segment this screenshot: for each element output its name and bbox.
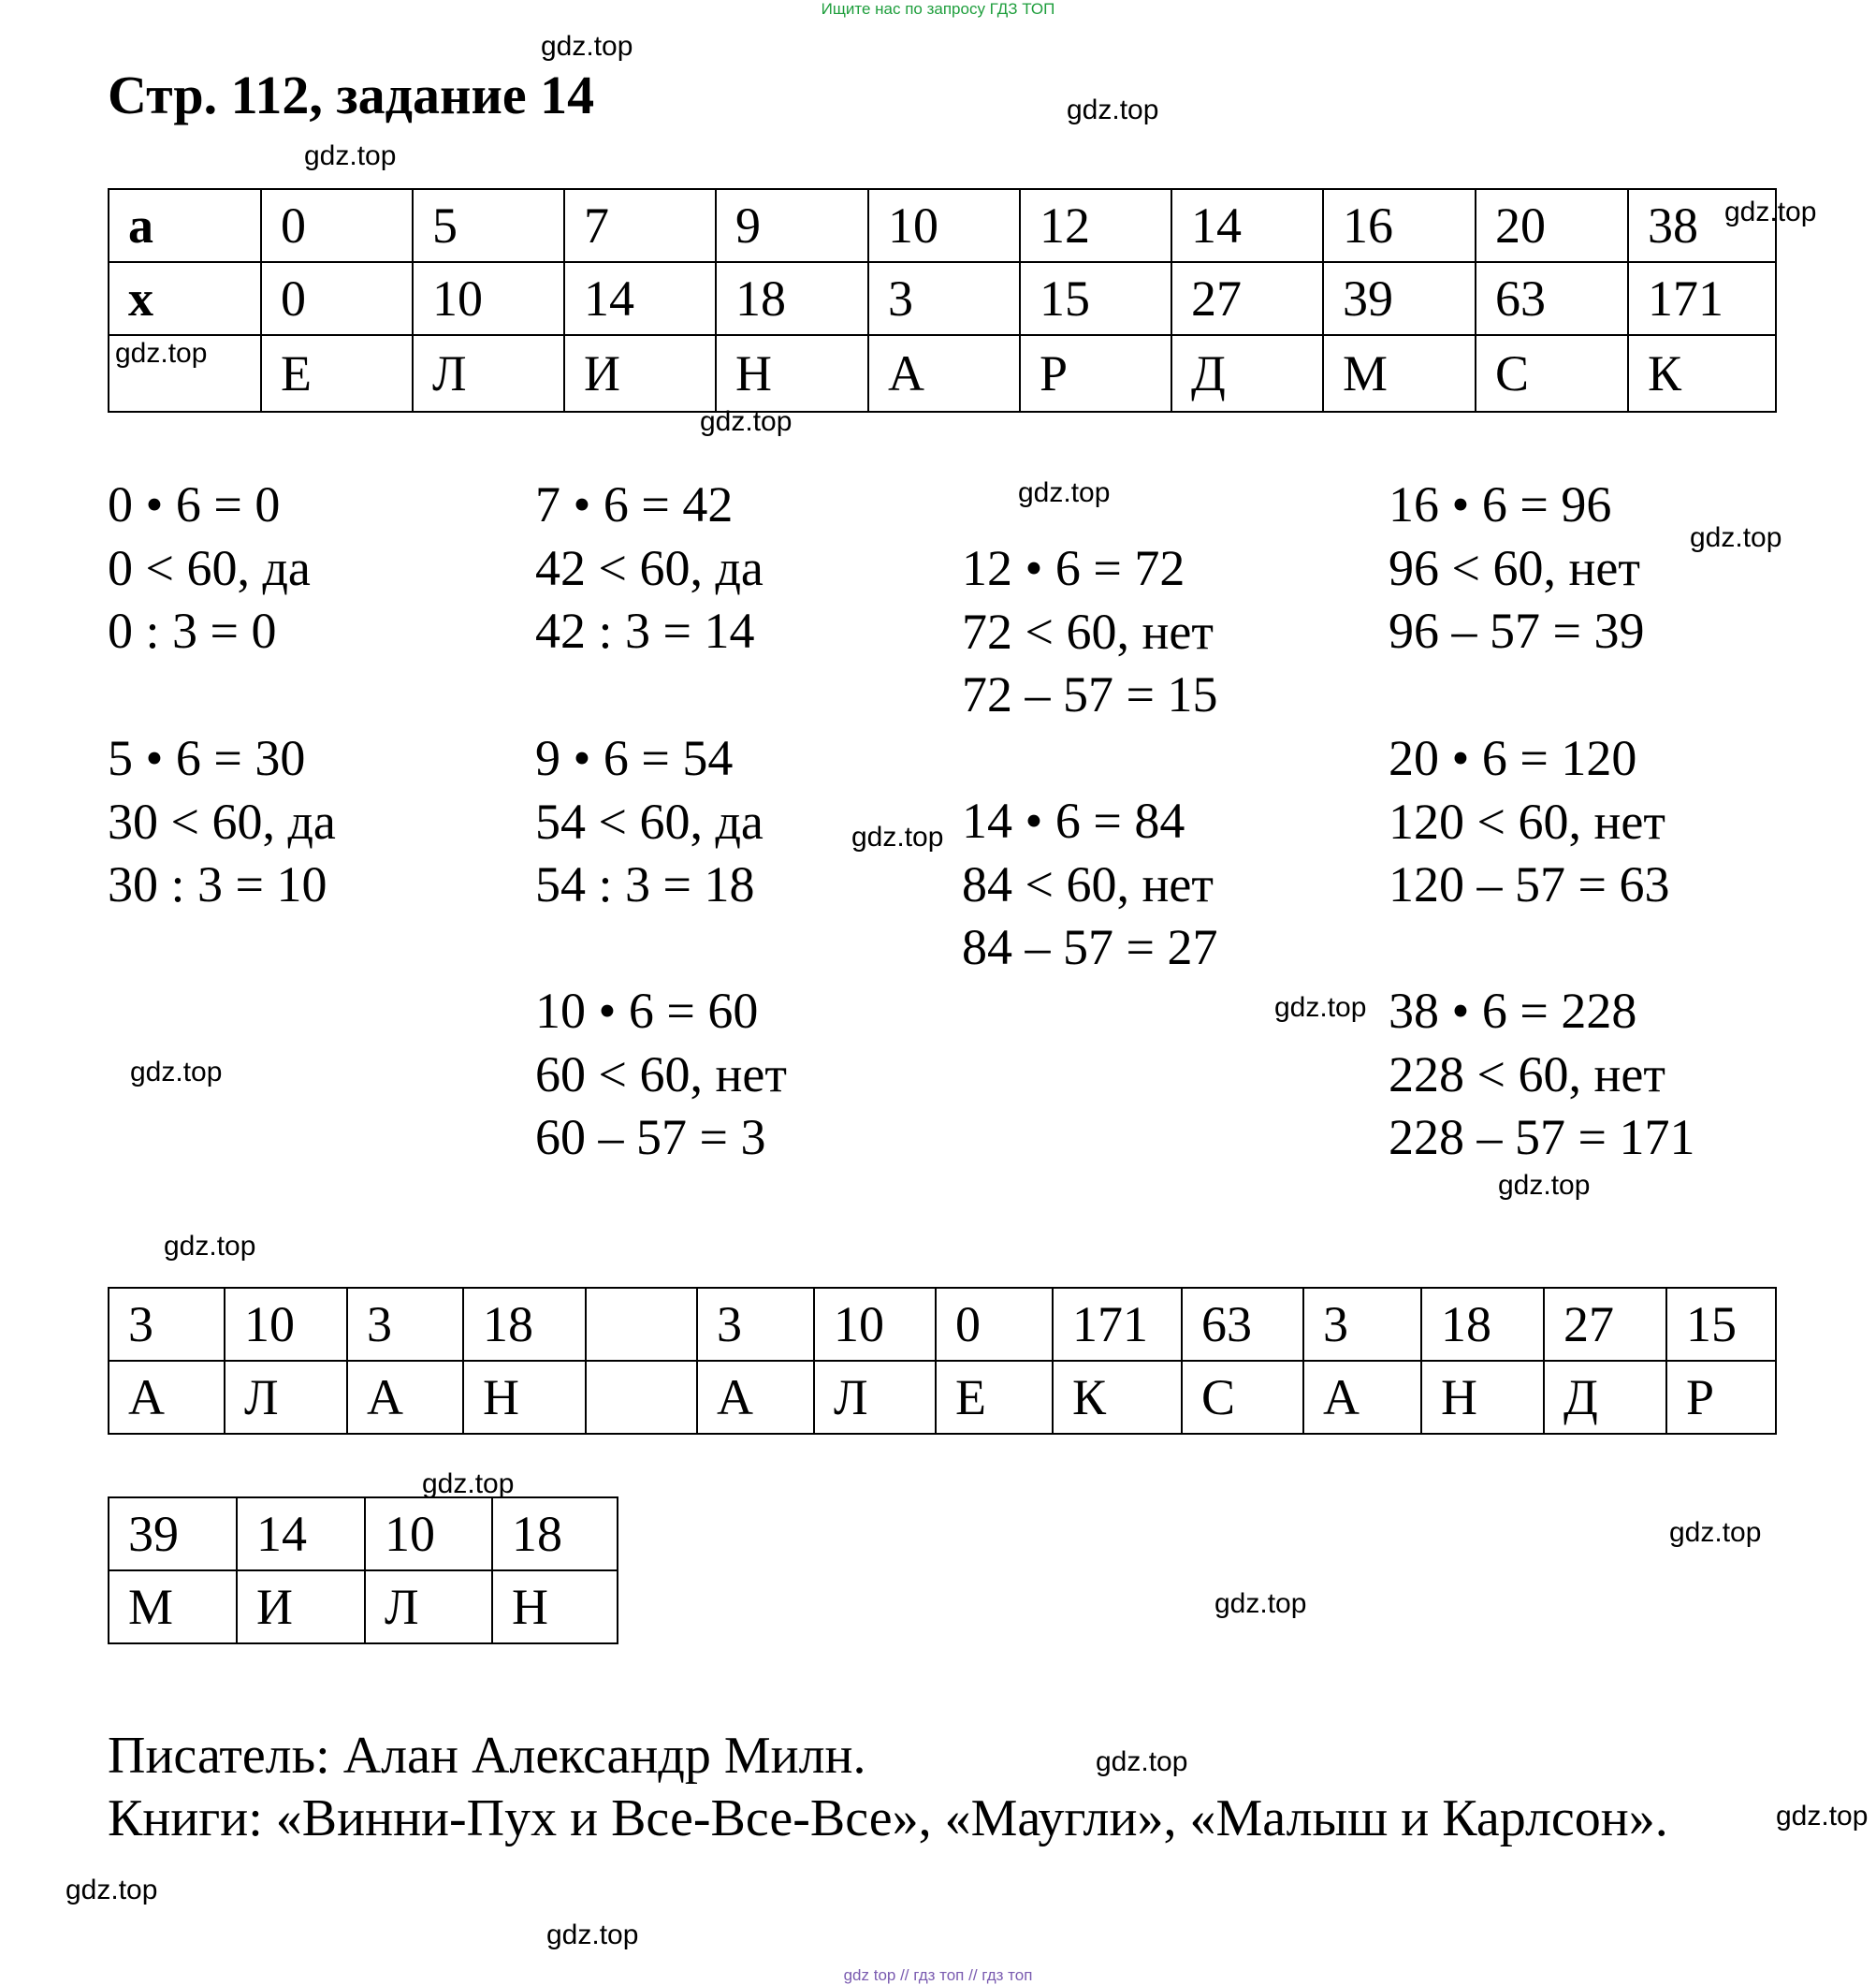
watermark: gdz.top [1498,1170,1591,1201]
table-cell: И [564,335,716,412]
table-cell: 0 [261,189,413,262]
calc-line: 120 – 57 = 63 [1389,856,1670,912]
calc-line: 228 < 60, нет [1389,1045,1665,1102]
value-table [108,188,1777,413]
table-row-letters [109,335,1776,412]
watermark: gdz.top [541,31,633,62]
calc-line: 0 : 3 = 0 [108,603,277,659]
row-label-watermark: gdz.top [109,335,261,412]
table-cell: 18 [463,1288,586,1361]
table-row-a [109,189,1776,262]
calc-line: 20 • 6 = 120 [1389,730,1637,786]
table-cell: Е [936,1361,1053,1434]
table-cell: Д [1544,1361,1666,1434]
table-cell: С [1182,1361,1303,1434]
calc-line: 84 < 60, нет [962,855,1214,912]
watermark: gdz.top [1669,1517,1762,1548]
table-cell: 3 [109,1288,225,1361]
table-cell: 14 [1171,189,1323,262]
table-cell: К [1628,335,1776,412]
table-cell: 3 [868,262,1020,335]
watermark: gdz.top [1274,992,1367,1023]
calc-block-7 [535,474,763,664]
watermark: gdz.top [1096,1746,1188,1777]
table-cell: Н [1421,1361,1544,1434]
table-cell: 10 [225,1288,347,1361]
table-cell: С [1476,335,1628,412]
calc-line: 42 < 60, да [535,539,763,596]
watermark: gdz.top [546,1919,639,1950]
table-cell: 14 [564,262,716,335]
table-cell: А [347,1361,463,1434]
table-cell: М [109,1570,237,1643]
table-cell: 3 [697,1288,814,1361]
calc-line: 42 : 3 = 14 [535,603,755,659]
table-cell: 15 [1666,1288,1776,1361]
calc-line: 5 • 6 = 30 [108,730,306,786]
calc-line: 60 – 57 = 3 [535,1109,766,1165]
watermark: gdz.top [130,1057,223,1087]
table-cell: 3 [1303,1288,1421,1361]
table-cell: Л [365,1570,492,1643]
calc-line: 84 – 57 = 27 [962,919,1218,975]
table-row-numbers [109,1497,618,1570]
table-cell: К [1053,1361,1182,1434]
calc-line: 96 – 57 = 39 [1389,603,1645,659]
table-cell [586,1288,697,1361]
calc-line: 72 – 57 = 15 [962,666,1218,722]
table-cell: 63 [1476,262,1628,335]
table-cell: 15 [1020,262,1171,335]
table-row-x [109,262,1776,335]
table-cell: Н [492,1570,618,1643]
calc-line: 96 < 60, нет [1389,539,1640,596]
table-cell: А [109,1361,225,1434]
top-banner[interactable]: Ищите нас по запросу ГДЗ ТОП [821,0,1055,18]
calc-line: 38 • 6 = 228 [1389,983,1637,1039]
watermark: gdz.top [1690,522,1782,553]
calc-block-12 [962,537,1217,727]
table-cell: 0 [261,262,413,335]
table-cell: 0 [936,1288,1053,1361]
table-cell: 10 [814,1288,936,1361]
table-cell: 10 [365,1497,492,1570]
calc-block-0 [108,474,311,664]
row-label-x: x [109,262,261,335]
watermark: gdz.top [1214,1588,1307,1619]
row-label-a: a [109,189,261,262]
table-cell: А [697,1361,814,1434]
table-cell: 3 [347,1288,463,1361]
table-cell: Д [1171,335,1323,412]
watermark: gdz.top [164,1231,256,1262]
page-title: Стр. 112, задание 14 [108,65,595,125]
calc-line: 54 < 60, да [535,793,763,850]
table-cell: 10 [413,262,564,335]
calc-line: 60 < 60, нет [535,1045,787,1102]
table-row-numbers [109,1288,1776,1361]
table-row-letters [109,1361,1776,1434]
calc-line: 120 < 60, нет [1389,793,1665,850]
watermark: gdz.top [304,140,397,171]
table-cell: 20 [1476,189,1628,262]
watermark: gdz.top [1724,197,1817,227]
calc-line: 30 < 60, да [108,793,336,850]
table-cell: Р [1020,335,1171,412]
calc-line: 9 • 6 = 54 [535,730,734,786]
calc-block-5 [108,727,336,917]
calc-line: 7 • 6 = 42 [535,476,734,533]
table-cell: 7 [564,189,716,262]
table-cell: Л [814,1361,936,1434]
table-cell: Н [716,335,868,412]
watermark: gdz.top [700,406,793,437]
calc-block-38 [1389,980,1694,1170]
table-cell: Л [413,335,564,412]
calc-block-9 [535,727,763,917]
table-cell: 5 [413,189,564,262]
calc-block-10 [535,980,787,1170]
table-cell: 14 [237,1497,365,1570]
table-cell: А [868,335,1020,412]
table-cell: 63 [1182,1288,1303,1361]
watermark: gdz.top [851,822,944,853]
table-cell: 18 [492,1497,618,1570]
table-cell: 18 [716,262,868,335]
calc-line: 228 – 57 = 171 [1389,1109,1695,1165]
writer-line: Писатель: Алан Александр Милн. [108,1727,866,1785]
table-cell: 9 [716,189,868,262]
bottom-banner[interactable]: gdz top // гдз топ // гдз топ [843,1966,1033,1984]
table-cell: 39 [1323,262,1476,335]
name-table-1 [108,1287,1777,1435]
table-cell: Л [225,1361,347,1434]
table-cell: 12 [1020,189,1171,262]
table-cell: 27 [1544,1288,1666,1361]
table-cell: Е [261,335,413,412]
calc-line: 14 • 6 = 84 [962,793,1185,849]
calc-line: 54 : 3 = 18 [535,856,755,912]
name-table-2 [108,1496,618,1644]
table-cell: И [237,1570,365,1643]
calc-line: 16 • 6 = 96 [1389,476,1612,533]
table-cell: А [1303,1361,1421,1434]
books-line: Книги: «Винни-Пух и Все-Все-Все», «Маугли», «Малыш и Карлсон». [108,1789,1668,1847]
calc-block-14 [962,790,1217,980]
table-cell: 27 [1171,262,1323,335]
calc-block-20 [1389,727,1669,917]
watermark: gdz.top [1067,95,1159,125]
calc-line: 0 < 60, да [108,539,311,596]
table-cell: 38 [1628,189,1776,262]
table-cell: Н [463,1361,586,1434]
calc-line: 30 : 3 = 10 [108,856,327,912]
table-cell: 16 [1323,189,1476,262]
calc-block-16 [1389,474,1644,664]
table-row-letters [109,1570,618,1643]
watermark: gdz.top [1018,477,1111,508]
table-cell: Р [1666,1361,1776,1434]
watermark: gdz.top [65,1875,158,1905]
table-cell: 171 [1053,1288,1182,1361]
table-cell: М [1323,335,1476,412]
table-cell: 10 [868,189,1020,262]
table-cell: 18 [1421,1288,1544,1361]
calc-line: 10 • 6 = 60 [535,983,759,1039]
table-cell [586,1361,697,1434]
watermark: gdz.top [422,1468,515,1499]
calc-line: 12 • 6 = 72 [962,540,1185,596]
calc-line: 72 < 60, нет [962,603,1214,660]
table-cell: 171 [1628,262,1776,335]
watermark: gdz.top [1776,1801,1869,1832]
table-cell: 39 [109,1497,237,1570]
calc-line: 0 • 6 = 0 [108,476,281,533]
